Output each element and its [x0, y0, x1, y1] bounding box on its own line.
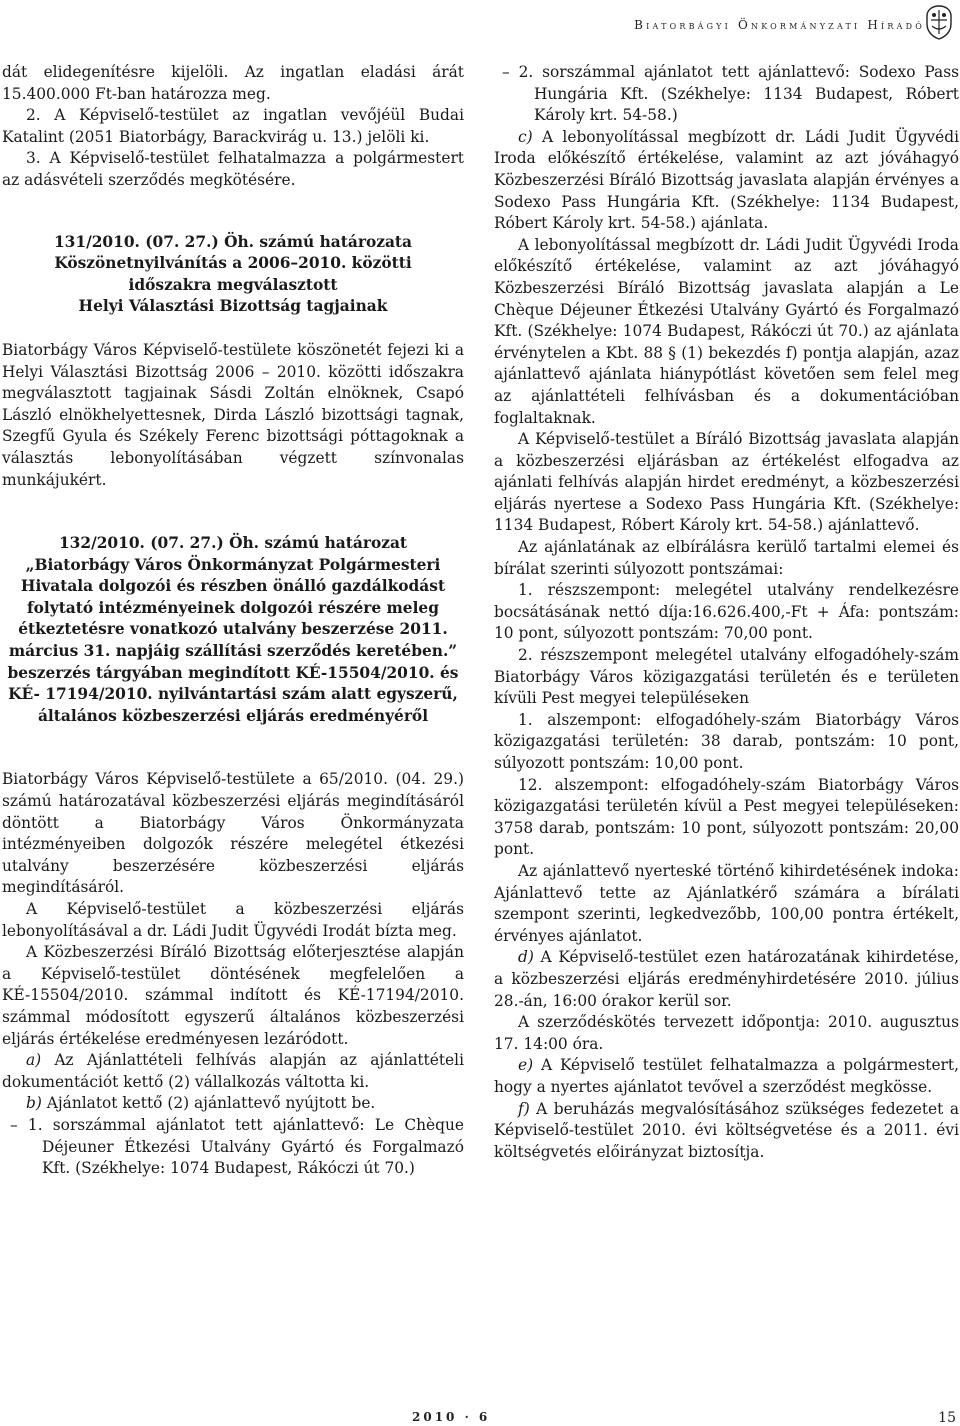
coat-of-arms-icon: [922, 4, 956, 40]
paragraph: Az ajánlattevő nyerteské történő kihirdetésének indoka: Ajánlattevő tette az Ajánlatkérő számára a bírálati szempont szerinti, legkedvezőbb, 100,00 pontra értékelt, érvényes ajánlatot.: [494, 861, 959, 945]
paragraph: dát elidegenítésre kijelöli. Az ingatlan eladási árát 15.400.000 Ft-ban határozza meg.: [2, 63, 464, 103]
paragraph-d: d) A Képviselő-testület ezen határozatának kihirdetése, a közbeszerzési eljárás eredményhirdetésére 2010. július 28.-án, 16:00 órakor kerül sor.: [494, 948, 959, 1010]
paragraph: Biatorbágy Város Képviselő-testülete a 65/2010. (04. 29.) számú határozatával közbeszerzési eljárás megindításáról döntött a Biatorbágy Város Önkormányzata intézményeiben dolgozók részére melegétel étkezési utalvány beszerzésére közbeszerzési eljárás megindításáról.: [2, 770, 464, 897]
paragraph: Az ajánlatának az elbírálásra kerülő tartalmi elemei és bírálat szerinti súlyozott pontszámai:: [494, 538, 959, 578]
paragraph: A lebonyolítással megbízott dr. Ládi Judit Ügyvédi Iroda előkészítő értékelése, valamint az azt jóváhagyó Közbeszerzési Bíráló Bizottság javaslata alapján a Le Chèque Déjeuner Étkezési Utalvány Gyártó és Forgalmazó Kft. (Székhelye: 1074 Budapest, Rákóczi út 70.) az ajánlata érvénytelen a Kbt. 88 § (1) bekezdés f) pontja alapján, azaz ajánlattevő ajánlata hiánypótlást követően sem felel meg az ajánlattételi felhívásban és a dokumentációban foglaltaknak.: [494, 235, 959, 427]
paragraph: A Közbeszerzési Bíráló Bizottság előterjesztése alapján a Képviselő-testület döntésének megfelelően a KÉ-15504/2010. számmal indított és KÉ-17194/2010. számmal módosított egyszerű általános közbeszerzési eljárás értékelése eredményesen lezáródott.: [2, 943, 464, 1048]
paragraph: Biatorbágy Város Képviselő-testülete köszönetét fejezi ki a Helyi Választási Bizottság 2006 – 2010. közötti időszakra megválasztott tagjainak Sásdi Zoltán elnöknek, Csapó László elnökhelyettesnek, Dirda László bizottsági tagnak, Szegfű Gyula és Székely Ferenc bizottsági póttagoknak a választás lebonyolításában végzett színvonalas munkájukért.: [2, 340, 464, 489]
resolution-131-title: Köszönetnyilvánítás a 2006–2010. közötti: [54, 254, 412, 273]
paragraph-c: c) A lebonyolítással megbízott dr. Ládi Judit Ügyvédi Iroda előkészítő értékelése, valamint az azt jóváhagyó Közbeszerzési Bíráló Bizottság javaslata alapján érvényes a Sodexo Pass Hungária Kft. (Székhelye: 1134 Budapest, Róbert Károly krt. 54-58.) ajánlata.: [494, 127, 959, 233]
right-column: [494, 62, 959, 1163]
paragraph: A szerződéskötés tervezett időpontja: 2010. augusztus 17. 14:00 óra.: [494, 1013, 959, 1053]
left-column: [2, 62, 464, 1180]
bidder-2: – 2. sorszámmal ajánlatot tett ajánlattevő: Sodexo Pass Hungária Kft. (Székhelye: 1134 Budapest, Róbert Károly krt. 54-58.): [502, 63, 959, 125]
paragraph-f: f) A beruházás megvalósításához szükséges fedezetet a Képviselő-testület 2010. évi költségvetése és a 2011. évi költségvetés előirányzat biztosítja.: [494, 1099, 959, 1161]
issue-number: 2010 · 6: [412, 1410, 491, 1424]
paragraph: 12. alszempont: elfogadóhely-szám Biatorbágy Város közigazgatási területén kívül a Pest megyei településeken: 3758 darab, pontszám: 10 pont, súlyozott pontszám: 20,00 pont.: [494, 775, 959, 859]
publication-header: Biatorbágyi Önkormányzati Híradó: [634, 18, 925, 32]
paragraph-a: a) Az Ajánlattételi felhívás alapján az ajánlattételi dokumentációt kettő (2) vállalkozás váltotta ki.: [2, 1051, 464, 1091]
paragraph: 3. A Képviselő-testület felhatalmazza a polgármestert az adásvételi szerződés megkötésére.: [2, 149, 464, 189]
paragraph: 1. részszempont: melegétel utalvány rendelkezésre bocsátásának nettó díja:16.626.400,-Ft + Áfa: pontszám: 10 pont, súlyozott pontszám: 70,00 pont.: [494, 581, 959, 643]
resolution-131-number: 131/2010. (07. 27.) Öh. számú határozata: [53, 232, 413, 251]
paragraph-e: e) A Képviselő testület felhatalmazza a polgármestert, hogy a nyertes ajánlatot tevővel a szerződést megkösse.: [494, 1056, 959, 1096]
paragraph: 1. alszempont: elfogadóhely-szám Biatorbágy Város közigazgatási területén: 38 darab, pontszám: 10 pont, súlyozott pontszám: 10,00 pont.: [494, 710, 959, 772]
resolution-132-number: 132/2010. (07. 27.) Öh. számú határozat: [58, 534, 408, 553]
paragraph: 2. A Képviselő-testület az ingatlan vevőjéül Budai Katalint (2051 Biatorbágy, Barackvirág u. 13.) jelöli ki.: [2, 106, 464, 146]
bidder-1: – 1. sorszámmal ajánlatot tett ajánlattevő: Le Chèque Déjeuner Étkezési Utalvány Gyártó és Forgalmazó Kft. (Székhelye: 1074 Budapest, Rákóczi út 70.): [10, 1115, 464, 1178]
page-number: 15: [938, 1410, 956, 1426]
paragraph: 2. részszempont melegétel utalvány elfogadóhely-szám Biatorbágy Város közigazgatási területén és e területen kívüli Pest megyei településeken: [494, 646, 959, 708]
paragraph: A Képviselő-testület a Bíráló Bizottság javaslata alapján a közbeszerzési eljárásban az értékelést elfogadva az ajánlati felhívás alapján hirdet eredményt, a közbeszerzési eljárás nyertese a Sodexo Pass Hungária Kft. (Székhelye: 1134 Budapest, Róbert Károly krt. 54-58.) ajánlattevő.: [494, 430, 959, 535]
resolution-131-title: Helyi Választási Bizottság tagjainak: [78, 297, 388, 316]
resolution-131-title: időszakra megválasztott: [128, 275, 338, 294]
paragraph: A Képviselő-testület a közbeszerzési eljárás lebonyolításával a dr. Ládi Judit Ügyvédi Irodát bízta meg.: [2, 900, 464, 940]
resolution-132-title: „Biatorbágy Város Önkormányzat Polgármesteri Hivatala dolgozói és részben önálló gazdálkodást folytató intézményeinek dolgozói részére meleg étkeztetésre vonatkozó utalvány beszerzése 2011. március 31. napjáig szállítási szerződés keretében.” beszerzés tárgyában megindított KÉ-15504/2010. és KÉ- 17194/2010. nyilvántartási szám alatt egyszerű, általános közbeszerzési eljárás eredményéről: [7, 555, 459, 725]
paragraph-b: b) Ajánlatot kettő (2) ajánlattevő nyújtott be.: [26, 1094, 376, 1113]
